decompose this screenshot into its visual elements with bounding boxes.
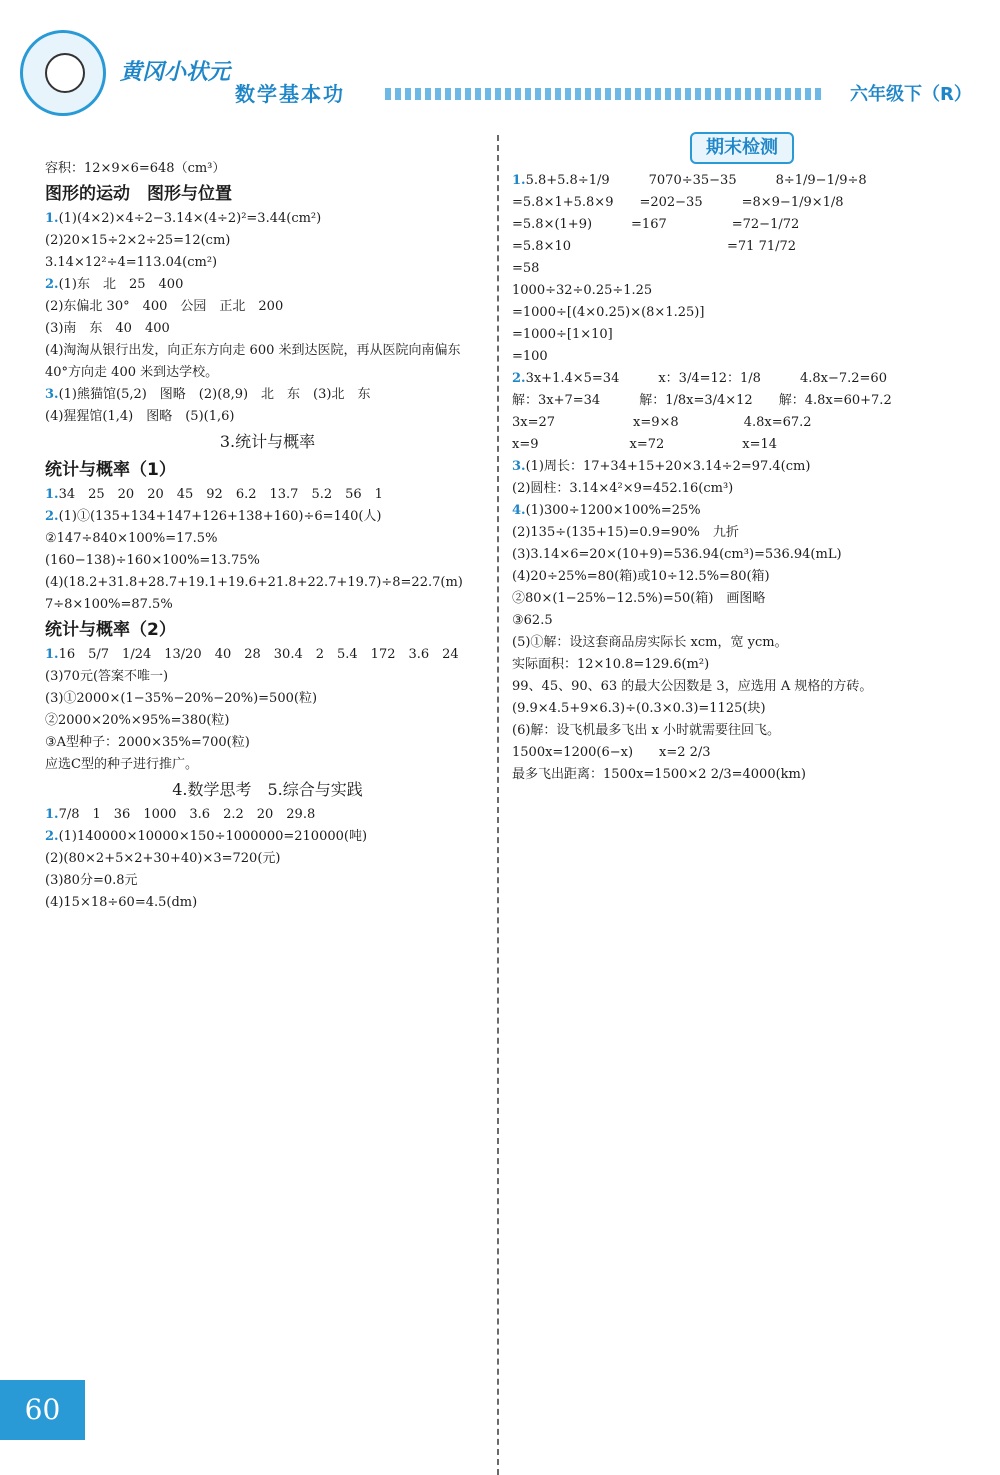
text-content: (1)(4×2)×4÷2−3.14×(4÷2)²=3.44(cm²) — [58, 211, 322, 226]
text-content: 5.8+5.8÷1/9 7070÷35−35 8÷1/9−1/9÷8 — [525, 173, 867, 188]
text-content: 3.统计与概率 — [219, 432, 316, 451]
text-content: (9.9×4.5+9×6.3)÷(0.3×0.3)=1125(块) — [512, 701, 766, 716]
text-line — [512, 566, 972, 588]
text-content: (3)①2000×(1−35%−20%−20%)=500(粒) — [45, 691, 318, 706]
text-line — [512, 478, 972, 500]
text-content: =1000÷[(4×0.25)×(8×1.25)] — [512, 305, 705, 320]
text-content: =5.8×1+5.8×9 =202−35 =8×9−1/9×1/8 — [512, 195, 844, 210]
text-content: (1)周长：17+34+15+20×3.14÷2=97.4(cm) — [525, 459, 811, 474]
text-line — [45, 296, 490, 318]
text-line — [45, 406, 490, 428]
section-heading — [45, 180, 490, 208]
text-content: =5.8×10 =71 71/72 — [512, 239, 797, 254]
text-content: (4)20÷25%=80(箱)或10÷12.5%=80(箱) — [512, 569, 770, 584]
text-content: =1000÷[1×10] — [512, 327, 613, 342]
text-content: (4)(18.2+31.8+28.7+19.1+19.6+21.8+22.7+19.7)÷8=22.7(m) — [45, 575, 463, 590]
question-number: 3. — [512, 459, 526, 474]
text-content: 1500x=1200(6−x) x=2 2/3 — [512, 745, 711, 760]
text-line — [45, 688, 490, 710]
left-column — [45, 130, 490, 914]
text-line — [512, 632, 972, 654]
question-number: 2. — [45, 277, 59, 292]
mascot-face-icon — [45, 53, 85, 93]
question-number: 1. — [45, 647, 59, 662]
question-number: 4. — [512, 503, 526, 518]
text-content: (4)淘淘从银行出发，向正东方向走 600 米到达医院，再从医院向南偏东 — [45, 343, 461, 358]
text-line — [512, 280, 972, 302]
grade-label: 六年级下（R） — [850, 84, 972, 105]
text-line — [45, 158, 490, 180]
text-content: =58 — [512, 261, 540, 276]
text-line — [45, 804, 490, 826]
section-banner-title: 期末检测 — [690, 132, 794, 164]
text-line — [512, 214, 972, 236]
text-content: (3)南 东 40 400 — [45, 321, 170, 336]
text-content: (3)3.14×6=20×(10+9)=536.94(cm³)=536.94(mL) — [512, 547, 842, 562]
text-content: 统计与概率（2） — [45, 620, 176, 640]
text-content: (2)圆柱：3.14×4²×9=452.16(cm³) — [512, 481, 734, 496]
text-content: 统计与概率（1） — [45, 460, 176, 480]
question-number: 1. — [512, 173, 526, 188]
series-title: 数学基本功 — [235, 82, 345, 106]
section-heading — [45, 130, 490, 158]
text-content: 99、45、90、63 的最大公因数是 3，应选用 A 规格的方砖。 — [512, 679, 873, 694]
text-content: (2)135÷(135+15)=0.9=90% 九折 — [512, 525, 739, 540]
text-content: (1)300÷1200×100%=25% — [525, 503, 701, 518]
text-line — [45, 506, 490, 528]
text-line — [512, 412, 972, 434]
text-line — [45, 274, 490, 296]
text-line — [512, 742, 972, 764]
text-line — [45, 732, 490, 754]
text-content: 实际面积：12×10.8=129.6(m²) — [512, 657, 710, 672]
text-content: 图形的运动 图形与位置 — [45, 184, 232, 204]
text-line — [512, 236, 972, 258]
text-content: ②2000×20%×95%=380(粒) — [45, 713, 230, 728]
text-content: 应选C型的种子进行推广。 — [45, 757, 198, 772]
text-line — [45, 528, 490, 550]
text-content: 3.14×12²÷4=113.04(cm²) — [45, 255, 218, 270]
text-line — [512, 698, 972, 720]
text-line — [512, 434, 972, 456]
text-content: 容积：12×9×6=648（cm³） — [45, 161, 226, 176]
text-line — [512, 676, 972, 698]
text-content: 40°方向走 400 米到达学校。 — [45, 365, 219, 380]
text-line — [512, 192, 972, 214]
text-line — [512, 544, 972, 566]
text-content: (2)20×15÷2×2÷25=12(cm) — [45, 233, 231, 248]
text-line — [512, 302, 972, 324]
text-content: ③62.5 — [512, 613, 553, 628]
text-line — [512, 720, 972, 742]
section-heading — [45, 776, 490, 804]
text-content: (1)熊猫馆(5,2) 图略 (2)(8,9) 北 东 (3)北 东 — [58, 387, 371, 402]
text-content: 解：3x+7=34 解：1/8x=3/4×12 解：4.8x=60+7.2 — [512, 393, 892, 408]
decorative-divider — [385, 88, 825, 100]
text-line — [512, 390, 972, 412]
text-line — [512, 258, 972, 280]
text-line — [45, 362, 490, 384]
text-content: (6)解：设飞机最多飞出 x 小时就需要往回飞。 — [512, 723, 781, 738]
question-number: 1. — [45, 807, 59, 822]
text-line — [45, 484, 490, 506]
text-line — [45, 318, 490, 340]
text-line — [45, 892, 490, 914]
text-content: 16 5/7 1/24 13/20 40 28 30.4 2 5.4 172 3.6 24 — [58, 647, 459, 662]
section-heading — [45, 428, 490, 456]
text-content: =5.8×(1+9) =167 =72−1/72 — [512, 217, 800, 232]
text-line — [45, 340, 490, 362]
text-content: =100 — [512, 349, 548, 364]
text-content: 3x+1.4×5=34 x：3/4=12：1/8 4.8x−7.2=60 — [525, 371, 887, 386]
text-content: (1)140000×10000×150÷1000000=210000(吨) — [58, 829, 368, 844]
column-divider — [497, 135, 499, 1475]
text-line — [512, 500, 972, 522]
section-heading — [45, 456, 490, 484]
section-banner — [512, 130, 972, 170]
text-line — [45, 550, 490, 572]
text-content: (4)15×18÷60=4.5(dm) — [45, 895, 198, 910]
text-line — [45, 848, 490, 870]
text-content: (4)猩猩馆(1,4) 图略 (5)(1,6) — [45, 409, 235, 424]
text-line — [45, 572, 490, 594]
text-line — [45, 754, 490, 776]
text-content: (160−138)÷160×100%=13.75% — [45, 553, 260, 568]
text-content: ②147÷840×100%=17.5% — [45, 531, 218, 546]
text-content: 34 25 20 20 45 92 6.2 13.7 5.2 56 1 — [58, 487, 383, 502]
text-content: x=9 x=72 x=14 — [512, 437, 778, 452]
text-line — [512, 588, 972, 610]
question-number: 1. — [45, 211, 59, 226]
text-content: 最多飞出距离：1500x=1500×2 2/3=4000(km) — [512, 767, 806, 782]
text-content: 4.数学思考 5.综合与实践 — [172, 780, 363, 799]
text-line — [45, 230, 490, 252]
text-line — [512, 522, 972, 544]
text-content: (1)①(135+134+147+126+138+160)÷6=140(人) — [58, 509, 382, 524]
text-content: ③A型种子：2000×35%=700(粒) — [45, 735, 250, 750]
text-line — [512, 368, 972, 390]
text-content: (5)①解：设这套商品房实际长 xcm，宽 ycm。 — [512, 635, 788, 650]
text-line — [512, 346, 972, 368]
text-line — [45, 252, 490, 274]
text-line — [45, 710, 490, 732]
text-content: (2)东偏北 30° 400 公园 正北 200 — [45, 299, 284, 314]
right-column — [512, 130, 972, 786]
text-content: 7/8 1 36 1000 3.6 2.2 20 29.8 — [58, 807, 316, 822]
text-line — [45, 208, 490, 230]
text-line — [45, 644, 490, 666]
brand-name: 黄冈小状元 — [120, 60, 231, 85]
page-header — [0, 0, 1000, 130]
text-line — [45, 594, 490, 616]
question-number: 2. — [45, 509, 59, 524]
text-content: 1000÷32÷0.25÷1.25 — [512, 283, 653, 298]
text-line — [45, 666, 490, 688]
section-heading — [45, 616, 490, 644]
text-line — [512, 764, 972, 786]
text-line — [45, 870, 490, 892]
text-content: (2)(80×2+5×2+30+40)×3=720(元) — [45, 851, 281, 866]
text-line — [45, 384, 490, 406]
question-number: 2. — [512, 371, 526, 386]
text-content: (3)70元(答案不唯一) — [45, 669, 169, 684]
text-content: 3x=27 x=9×8 4.8x=67.2 — [512, 415, 812, 430]
text-line — [512, 654, 972, 676]
text-line — [512, 170, 972, 192]
text-line — [45, 826, 490, 848]
mascot-logo-icon — [20, 30, 106, 116]
text-line — [512, 324, 972, 346]
text-line — [512, 456, 972, 478]
question-number: 1. — [45, 487, 59, 502]
text-line — [512, 610, 972, 632]
question-number: 2. — [45, 829, 59, 844]
text-content: 7÷8×100%=87.5% — [45, 597, 173, 612]
question-number: 3. — [45, 387, 59, 402]
text-content: ②80×(1−25%−12.5%)=50(箱) 画图略 — [512, 591, 766, 606]
text-content: (3)80分=0.8元 — [45, 873, 138, 888]
page-number: 60 — [0, 1380, 85, 1440]
text-content: (1)东 北 25 400 — [58, 277, 184, 292]
